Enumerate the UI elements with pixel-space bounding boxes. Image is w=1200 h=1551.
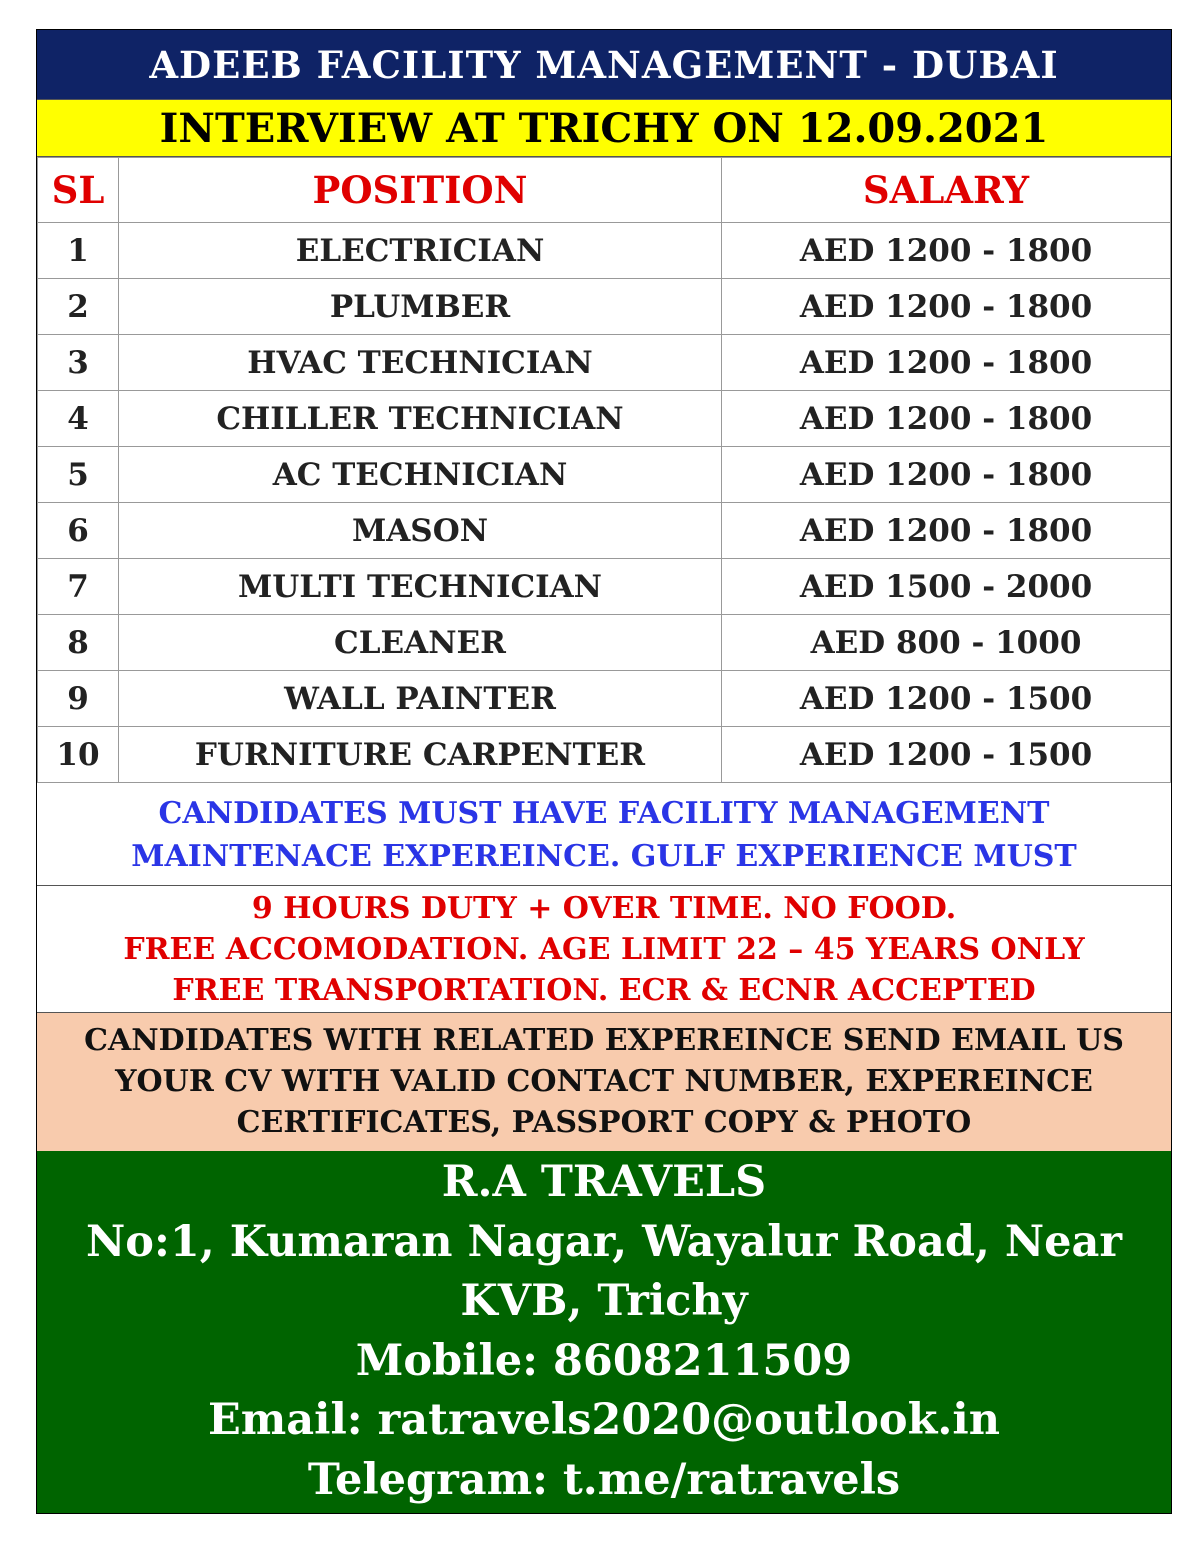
- table-row: [38, 223, 1171, 279]
- table-row: [38, 279, 1171, 335]
- email-address: Email: ratravels2020@outlook.in: [208, 1395, 1000, 1445]
- row-position: HVAC TECHNICIAN: [119, 335, 722, 391]
- row-position: FURNITURE CARPENTER: [119, 727, 722, 783]
- telegram-link: Telegram: t.me/ratravels: [307, 1454, 901, 1505]
- row-salary: AED 1200 - 1800: [722, 503, 1171, 559]
- requirements-line: MAINTENACE EXPEREINCE. GULF EXPERIENCE MUST: [131, 839, 1077, 874]
- agency-name: R.A TRAVELS: [441, 1157, 767, 1207]
- row-sl: 2: [38, 279, 119, 335]
- benefits-section: [37, 886, 1171, 1013]
- row-salary: AED 1200 - 1500: [722, 727, 1171, 783]
- row-sl: 10: [38, 727, 119, 783]
- row-salary: AED 1200 - 1800: [722, 223, 1171, 279]
- table-row: [38, 391, 1171, 447]
- row-sl: 7: [38, 559, 119, 615]
- row-position: MASON: [119, 503, 722, 559]
- table-header-row: [38, 158, 1171, 223]
- apply-line: CANDIDATES WITH RELATED EXPEREINCE SEND EMAIL US: [84, 1023, 1124, 1058]
- row-position: WALL PAINTER: [119, 671, 722, 727]
- row-salary: AED 1200 - 1800: [722, 335, 1171, 391]
- benefits-line: FREE ACCOMODATION. AGE LIMIT 22 – 45 YEARS ONLY: [123, 932, 1085, 967]
- apply-line: CERTIFICATES, PASSPORT COPY & PHOTO: [236, 1105, 972, 1140]
- table-row: [38, 335, 1171, 391]
- column-header-position: POSITION: [119, 158, 722, 223]
- row-salary: AED 1200 - 1800: [722, 279, 1171, 335]
- mobile-number: Mobile: 8608211509: [355, 1335, 853, 1386]
- row-sl: 9: [38, 671, 119, 727]
- apply-line: YOUR CV WITH VALID CONTACT NUMBER, EXPEREINCE: [115, 1064, 1093, 1099]
- row-sl: 3: [38, 335, 119, 391]
- row-sl: 4: [38, 391, 119, 447]
- table-row: [38, 671, 1171, 727]
- requirements-section: [37, 783, 1171, 886]
- row-position: PLUMBER: [119, 279, 722, 335]
- table-row: [38, 727, 1171, 783]
- row-sl: 6: [38, 503, 119, 559]
- row-salary: AED 1200 - 1800: [722, 391, 1171, 447]
- table-row: [38, 503, 1171, 559]
- row-salary: AED 1200 - 1800: [722, 447, 1171, 503]
- column-header-salary: SALARY: [722, 158, 1171, 223]
- contact-section: [37, 1151, 1171, 1513]
- row-sl: 8: [38, 615, 119, 671]
- row-sl: 1: [38, 223, 119, 279]
- row-salary: AED 1200 - 1500: [722, 671, 1171, 727]
- table-row: [38, 559, 1171, 615]
- row-position: MULTI TECHNICIAN: [119, 559, 722, 615]
- row-sl: 5: [38, 447, 119, 503]
- row-salary: AED 800 - 1000: [722, 615, 1171, 671]
- table-row: [38, 615, 1171, 671]
- row-position: CLEANER: [119, 615, 722, 671]
- posting-title: ADEEB FACILITY MANAGEMENT - DUBAI: [37, 30, 1171, 100]
- address-line: KVB, Trichy: [460, 1276, 748, 1326]
- row-salary: AED 1500 - 2000: [722, 559, 1171, 615]
- row-position: CHILLER TECHNICIAN: [119, 391, 722, 447]
- column-header-sl: SL: [38, 158, 119, 223]
- job-posting: [36, 29, 1172, 1514]
- address-line: No:1, Kumaran Nagar, Wayalur Road, Near: [85, 1216, 1123, 1267]
- table-row: [38, 447, 1171, 503]
- positions-table: [37, 157, 1171, 783]
- interview-banner: INTERVIEW AT TRICHY ON 12.09.2021: [37, 100, 1171, 157]
- benefits-line: 9 HOURS DUTY + OVER TIME. NO FOOD.: [251, 891, 957, 926]
- requirements-line: CANDIDATES MUST HAVE FACILITY MANAGEMENT: [158, 796, 1050, 831]
- row-position: AC TECHNICIAN: [119, 447, 722, 503]
- apply-instructions: [37, 1013, 1171, 1151]
- benefits-line: FREE TRANSPORTATION. ECR & ECNR ACCEPTED: [172, 973, 1036, 1008]
- row-position: ELECTRICIAN: [119, 223, 722, 279]
